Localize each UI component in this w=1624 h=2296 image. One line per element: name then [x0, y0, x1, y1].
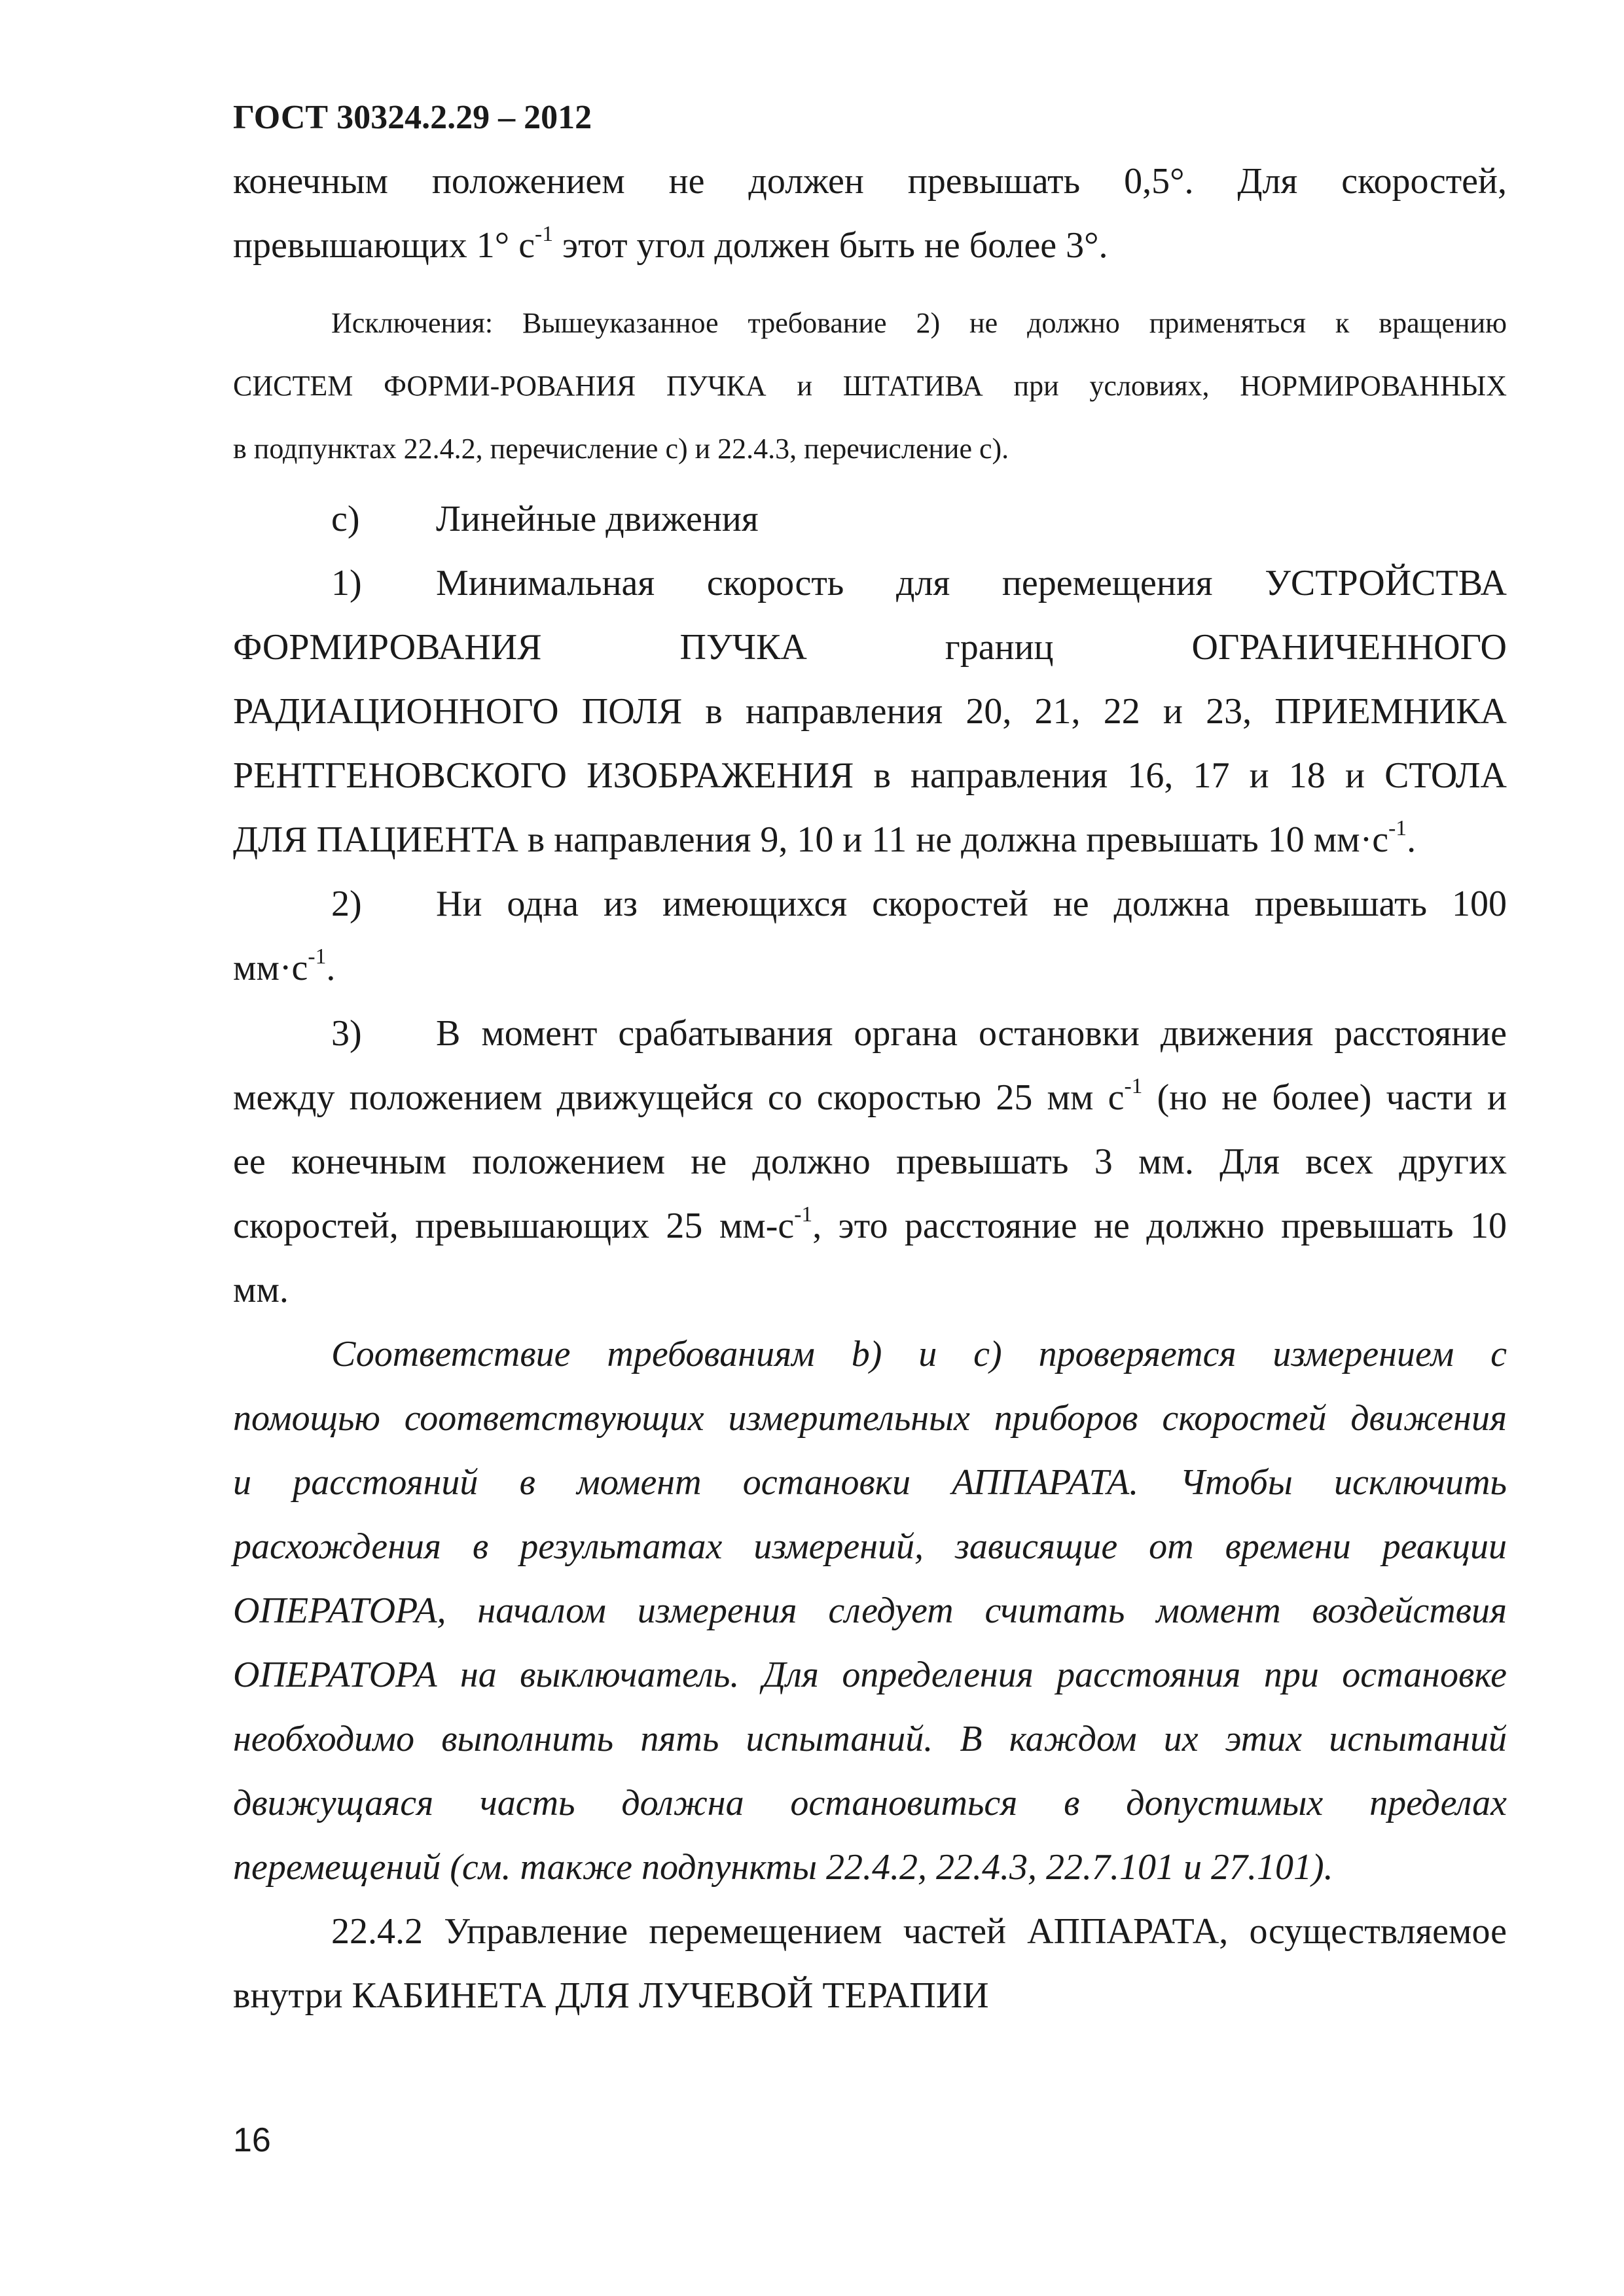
- item-3: [233, 1001, 1507, 1322]
- item-first-line: 3) В момент срабатывания органа остановки движения расстояние: [233, 1001, 1507, 1066]
- subsection-heading-line: 22.4.2 Управление перемещением частей АППАРАТА, осуществляемое: [331, 1911, 1507, 1952]
- section-heading: [233, 487, 1507, 551]
- text-line: между положением движущейся со скоростью 25 мм $с^{-1}$ (но не более) части и: [233, 1074, 1507, 1118]
- subsection-heading-line: внутри КАБИНЕТА ДЛЯ ЛУЧЕВОЙ ТЕРАПИИ: [233, 1975, 989, 2016]
- text-line: конечным положением не должен превышать 0,5°. Для скоростей,: [233, 161, 1507, 202]
- superscript: -1: [535, 222, 554, 247]
- text-line: ОПЕРАТОРА на выключатель. Для определения расстояния при остановке: [233, 1655, 1507, 1695]
- text-line: превышающих 1° $с^{-1}$ этот угол должен быть не более 3°.: [233, 222, 1108, 266]
- text-line: ОПЕРАТОРА, началом измерения следует считать момент воздействия: [233, 1590, 1507, 1631]
- subsection-22-4-2: [233, 1899, 1507, 2028]
- section-title: Линейные движения: [436, 499, 759, 539]
- section-label: с): [331, 499, 360, 539]
- compliance-paragraph: [233, 1322, 1507, 1899]
- note-line: Исключения: Вышеуказанное требование 2) не должно применяться к вращению: [331, 307, 1507, 339]
- page-number: 16: [233, 2121, 271, 2159]
- item-first-line: 2) Ни одна из имеющихся скоростей не должна превышать 100: [233, 872, 1507, 936]
- exceptions-note: [233, 292, 1507, 480]
- text-line: необходимо выполнить пять испытаний. В каждом их этих испытаний: [233, 1719, 1507, 1759]
- text-line: и расстояний в момент остановки АППАРАТА. Чтобы исключить: [233, 1462, 1507, 1503]
- section-c: [233, 487, 1507, 551]
- note-line: в подпунктах 22.4.2, перечисление с) и 22.4.3, перечисление с).: [233, 433, 1009, 465]
- paragraph-continuation: [233, 149, 1507, 278]
- text-line: $мм\cdot с^{-1}$.: [233, 944, 336, 988]
- text-line: Соответствие требованиям b) и с) проверяется измерением с: [331, 1334, 1507, 1374]
- text-line: РЕНТГЕНОВСКОГО ИЗОБРАЖЕНИЯ в направления 16, 17 и 18 и СТОЛА: [233, 755, 1507, 796]
- note-line: СИСТЕМ ФОРМИ-РОВАНИЯ ПУЧКА и ШТАТИВА при условиях, НОРМИРОВАННЫХ: [233, 370, 1507, 402]
- document-header: ГОСТ 30324.2.29 – 2012: [233, 99, 592, 136]
- item-label: 1): [331, 563, 362, 603]
- superscript: -1: [1388, 816, 1407, 841]
- text-line: расхождения в результатах измерений, зависящие от времени реакции: [233, 1526, 1507, 1567]
- text-line: мм.: [233, 1270, 289, 1310]
- item-1: [233, 551, 1507, 872]
- superscript: -1: [1124, 1074, 1143, 1099]
- superscript: -1: [794, 1202, 813, 1227]
- item-first-line: 1) Минимальная скорость для перемещения УСТРОЙСТВА: [233, 551, 1507, 615]
- text-line: перемещений (см. также подпункты 22.4.2, 22.4.3, 22.7.101 и 27.101).: [233, 1847, 1333, 1888]
- text-line: РАДИАЦИОННОГО ПОЛЯ в направления 20, 21, 22 и 23, ПРИЕМНИКА: [233, 691, 1507, 732]
- item-label: 2): [331, 884, 362, 924]
- text-line: помощью соответствующих измерительных приборов скоростей движения: [233, 1398, 1507, 1439]
- text-line: ДЛЯ ПАЦИЕНТА в направления 9, 10 и 11 не должна превышать 10 $мм\cdot с^{-1}$.: [233, 816, 1416, 860]
- text-line: движущаяся часть должна остановиться в допустимых пределах: [233, 1783, 1507, 1823]
- text-line: скоростей, превышающих 25 $мм-с^{-1}$, это расстояние не должно превышать 10: [233, 1202, 1507, 1246]
- text-line: ее конечным положением не должно превышать 3 мм. Для всех других: [233, 1141, 1507, 1182]
- superscript: -1: [308, 944, 327, 969]
- item-label: 3): [331, 1013, 362, 1054]
- item-2: [233, 872, 1507, 1000]
- text-line: ФОРМИРОВАНИЯ ПУЧКА границ ОГРАНИЧЕННОГО: [233, 627, 1507, 668]
